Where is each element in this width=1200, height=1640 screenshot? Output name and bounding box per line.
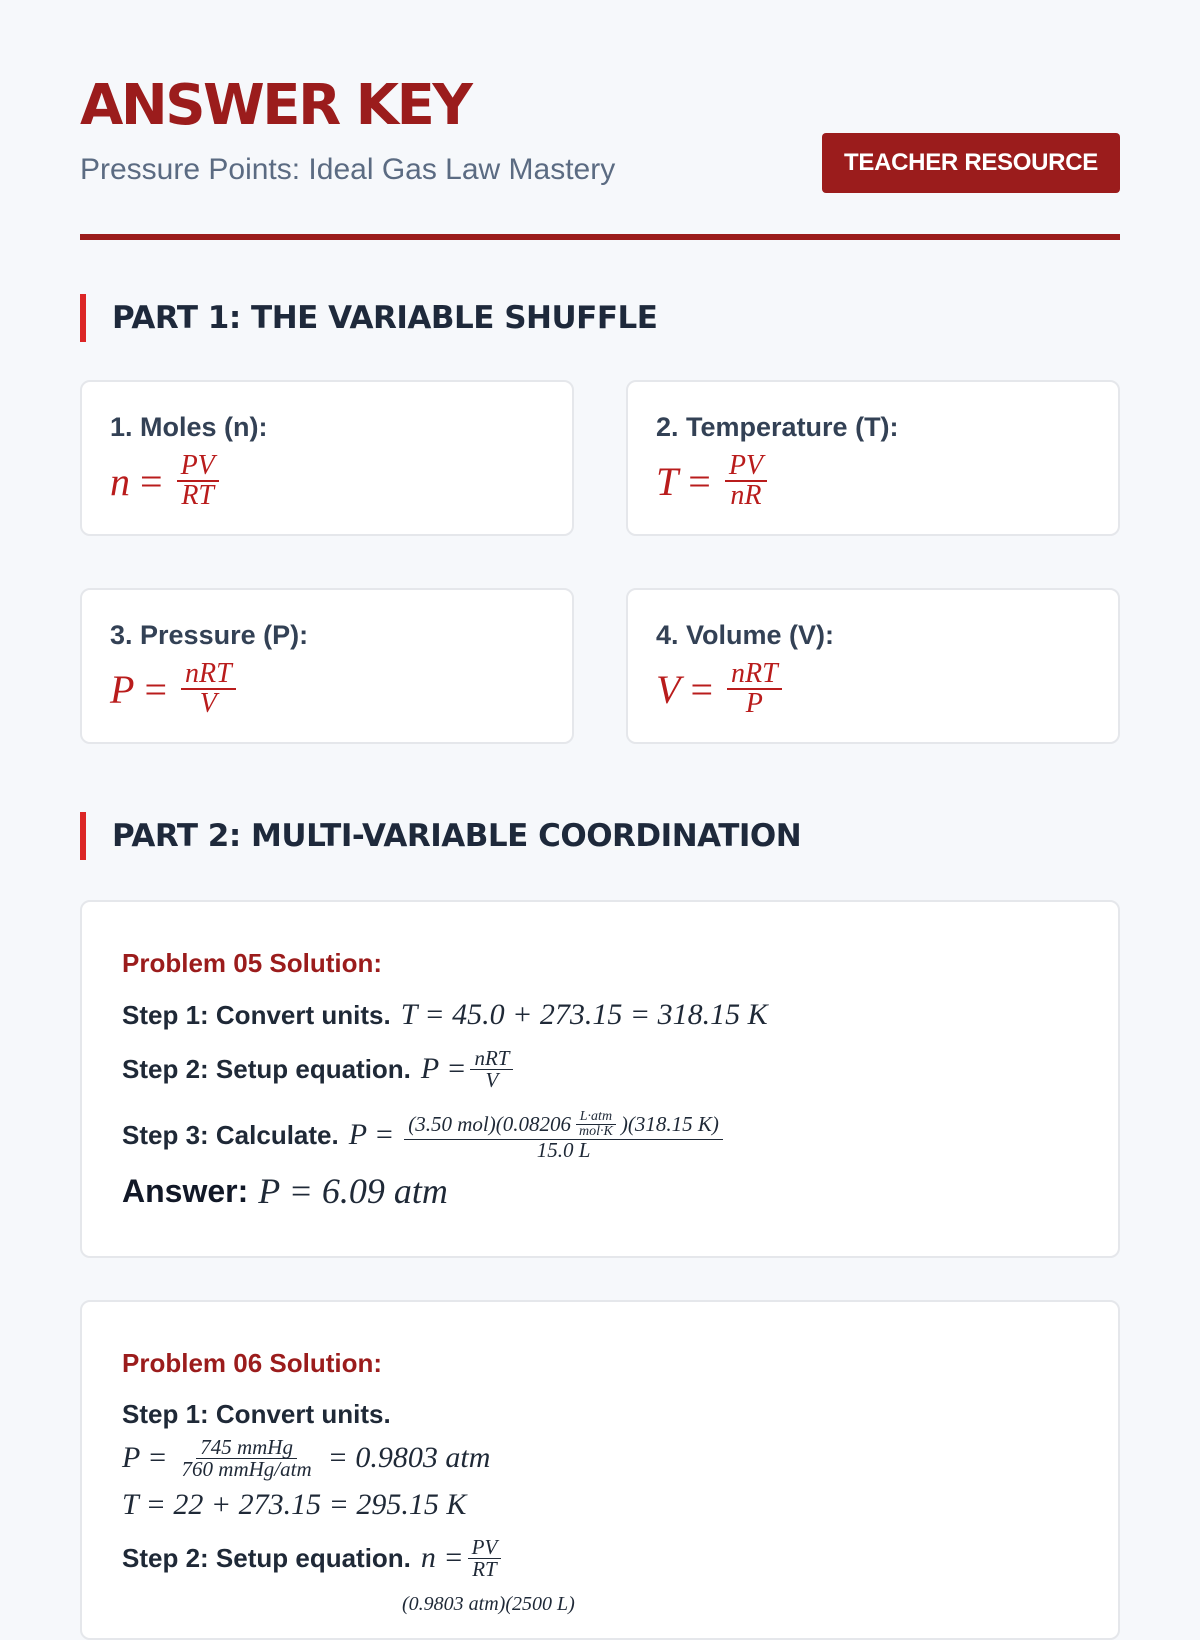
step-math (402, 1593, 575, 1616)
numerator: nRT (727, 660, 782, 690)
fraction (725, 452, 767, 510)
step-math (401, 998, 768, 1032)
formula-lhs: V (656, 666, 681, 712)
math-expression: P = 6.09 atm (258, 1171, 448, 1211)
numerator-part: (3.50 mol)(0.08206 (408, 1111, 571, 1136)
numerator: nRT (181, 660, 236, 690)
formula-lhs: n (110, 458, 130, 504)
solution-title: Problem 06 Solution: (122, 1348, 383, 1378)
numerator: PV (468, 1537, 502, 1559)
denominator: 760 mmHg/atm (181, 1456, 312, 1481)
math-expression: (0.9803 atm)(2500 L) (402, 1592, 575, 1615)
numerator: 745 mmHg (196, 1437, 297, 1459)
unit-numerator: L·atm (576, 1110, 616, 1125)
teacher-resource-badge: TEACHER RESOURCE (822, 133, 1120, 193)
pressure-conversion (122, 1430, 490, 1486)
step-2 (122, 1532, 505, 1584)
page-subtitle: Pressure Points: Ideal Gas Law Mastery (80, 153, 616, 186)
step-2 (122, 1044, 517, 1094)
step-1 (122, 1394, 401, 1434)
formula (656, 660, 786, 718)
step-math (122, 1488, 466, 1522)
numerator: PV (725, 452, 767, 482)
formula-lhs: P (110, 666, 135, 712)
step-3-partial (402, 1592, 575, 1616)
denominator: V (199, 688, 217, 719)
step-math (122, 1434, 491, 1481)
formula (110, 452, 223, 510)
denominator: nR (730, 480, 762, 511)
step-3 (122, 1102, 727, 1168)
section-accent-bar (80, 812, 86, 860)
section-heading-part2 (80, 812, 801, 860)
denominator: 15.0 L (536, 1137, 591, 1162)
card-label: 1. Moles (n): (110, 412, 268, 442)
fraction (178, 1434, 316, 1481)
formula-card-pressure (80, 588, 574, 744)
equals-sign: = (680, 666, 723, 712)
card-label: 4. Volume (V): (656, 620, 835, 650)
step-label: Step 1: Convert units. (122, 1398, 391, 1429)
math-expression: T = 22 + 273.15 = 295.15 K (122, 1488, 467, 1521)
formula-card-temperature (626, 380, 1120, 536)
formula-card-moles (80, 380, 574, 536)
step-1 (122, 990, 768, 1040)
unit-denominator: mol·K (579, 1123, 613, 1139)
temperature-conversion (122, 1484, 466, 1526)
section-title: PART 1: THE VARIABLE SHUFFLE (112, 300, 658, 336)
fraction (470, 1045, 513, 1092)
unit-fraction (575, 1110, 617, 1139)
denominator: P (745, 688, 763, 719)
denominator: RT (472, 1556, 497, 1581)
section-heading-part1 (80, 294, 657, 342)
page-title: ANSWER KEY (80, 73, 471, 138)
numerator-part: )(318.15 K) (620, 1111, 719, 1136)
formula-lhs: T (656, 458, 679, 504)
answer-key-page (80, 0, 1120, 1615)
step-math (420, 1534, 505, 1581)
math-lhs: P = (122, 1441, 168, 1474)
formula-card-volume (626, 588, 1120, 744)
denominator: RT (181, 480, 215, 511)
fraction (404, 1110, 723, 1161)
step-label: Step 2: Setup equation. (122, 1542, 411, 1573)
formula (656, 452, 771, 510)
numerator (404, 1110, 723, 1140)
numerator: PV (177, 452, 219, 482)
math-rhs: = 0.9803 atm (327, 1441, 491, 1474)
step-label: Step 2: Setup equation. (122, 1053, 411, 1084)
equals-sign: = (134, 666, 177, 712)
step-math (349, 1110, 727, 1161)
section-accent-bar (80, 294, 86, 342)
fraction (181, 660, 236, 718)
answer-math (258, 1170, 448, 1212)
fraction (468, 1534, 502, 1581)
answer-line (122, 1164, 448, 1218)
step-label: Step 1: Convert units. (122, 999, 391, 1030)
solution-title: Problem 05 Solution: (122, 948, 383, 978)
math-lhs: P = (420, 1052, 467, 1085)
card-label: 3. Pressure (P): (110, 620, 309, 650)
answer-label: Answer: (122, 1172, 249, 1209)
solution-card-problem-06 (80, 1300, 1120, 1640)
card-label: 2. Temperature (T): (656, 412, 899, 442)
numerator: nRT (470, 1048, 513, 1070)
solution-card-problem-05 (80, 900, 1120, 1258)
header-divider (80, 234, 1120, 240)
step-math (420, 1045, 518, 1092)
formula (110, 660, 240, 718)
equals-sign: = (130, 458, 173, 504)
math-lhs: P = (348, 1118, 395, 1151)
header (80, 0, 1120, 240)
denominator: V (485, 1067, 499, 1092)
step-label: Step 3: Calculate. (122, 1119, 339, 1150)
fraction (177, 452, 219, 510)
section-title: PART 2: MULTI-VARIABLE COORDINATION (112, 818, 802, 854)
math-expression: T = 45.0 + 273.15 = 318.15 K (400, 998, 768, 1031)
equals-sign: = (678, 458, 721, 504)
fraction (727, 660, 782, 718)
math-lhs: n = (420, 1541, 464, 1574)
